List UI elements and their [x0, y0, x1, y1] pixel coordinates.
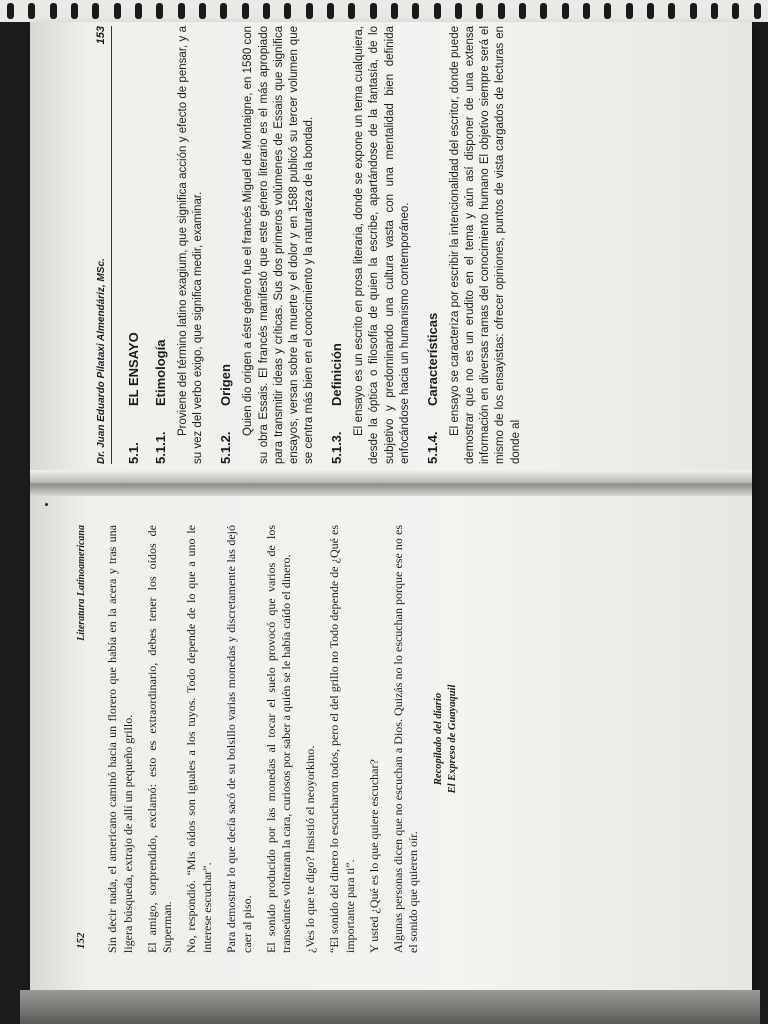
section-title: Etimología: [153, 339, 168, 406]
section-heading: [153, 26, 168, 464]
section-heading: [425, 26, 440, 464]
section-title: Definición: [329, 343, 345, 406]
page-number: 153: [95, 26, 107, 45]
section-title: Origen: [218, 364, 234, 406]
section-title: Características: [424, 312, 440, 406]
section-heading: [218, 26, 233, 464]
page-header: [95, 26, 112, 464]
book-bottom-edge: [20, 990, 760, 1024]
section-number: 5.1.4.: [424, 431, 440, 464]
paragraph: El ensayo es un escrito en prosa literaria, donde se expone un tema cualquiera, desde la óptica o filosofía de quien la escribe, apartándose de la fantasía, de lo subjetivo y predominando una cultura vasta con una mentalidad bien definida enfocándose hacia un humanismo contemporáneo.: [353, 26, 411, 464]
paragraph: El ensayo se caracteriza por escribir la intencionalidad del escritor, donde puede demostrar que no es un erudito en el tema y aún así disponer de una extensa información en diversas ramas del conocimiento humano El objetivo siempre será el mismo de los ensayistas: ofrecer opiniones, puntos de vista cargados de lecturas en donde al: [448, 26, 522, 464]
section-title: EL ENSAYO: [126, 332, 141, 406]
credit-line: Recopilado del diario: [433, 692, 445, 786]
source-credit: [432, 525, 459, 953]
page-header: [75, 525, 91, 953]
paragraph: Proviene del término latino exagium, que significa acción y efecto de pensar, y a su vez del verbo exigo, que significa medir, examinar.: [177, 26, 205, 464]
paragraph: Quien dio origen a éste género fue el francés Miguel de Montaigne, en 1580 con su obra Essais. El francés manifestó que este género literario es el más apropiado para transmitir ideas y críticas. Sus dos primeros volúmenes de Essais que significa ensayos, versan sobre la muerte y el dolor y en 1588 publicó su tercer volumen que se centra más bien en el conocimiento y la naturaleza de la bondad.: [242, 26, 316, 464]
section-number: 5.1.1.: [153, 431, 168, 464]
paragraph: Sin decir nada, el americano caminó hacia un florero que había en la acera y tras una ligera búsqueda, extrajo de allí un pequeño grillo.: [105, 525, 135, 953]
paragraph: El amigo, sorprendido, exclamó: esto es extraordinario, debes tener los oídos de Superman.: [144, 525, 175, 953]
author-name: Dr. Juan Eduardo Pilataxi Almendáriz, MSc.: [96, 258, 107, 464]
section-number: 5.1.: [126, 442, 141, 464]
page-153: [67, 10, 757, 480]
header-title: Literatura Latinoamericana: [76, 525, 87, 641]
credit-line: El Expreso de Guayaquil: [446, 684, 458, 794]
ink-dot: [45, 503, 48, 506]
page-152: [49, 503, 739, 973]
paragraph: Algunas personas dicen que no escuchan a Dios. Quizás no lo escuchan porque ese no es el sonido que quieren oír.: [390, 525, 421, 953]
section-heading: [126, 26, 141, 464]
section-heading: [329, 26, 344, 464]
section-number: 5.1.3.: [329, 431, 345, 464]
paragraph: ¿Ves lo que te digo? Insistió el neoyorkino.: [303, 745, 318, 953]
paragraph: El sonido producido por las monedas al tocar el suelo provocó que varios de los transeúntes voltearan la cara, curiosos por saber a quién se le había caído el dinero.: [263, 525, 294, 953]
paragraph: “El sonido del dinero lo escucharon todos, pero el del grillo no Todo depende de ¿Qué es importante para ti”.: [327, 525, 357, 953]
paragraph: Para demostrar lo que decía sacó de su bolsillo varias monedas y discretamente las dejó caer al piso.: [223, 525, 254, 953]
page-number: 152: [75, 932, 87, 949]
section-number: 5.1.2.: [218, 431, 234, 464]
paragraph: No, respondió. “Mis oídos son iguales a los tuyos. Todo depende de lo que a uno le interese escuchar”.: [184, 525, 215, 953]
paragraph: Y usted ¿Qué es lo que quiere escuchar?: [366, 759, 381, 953]
